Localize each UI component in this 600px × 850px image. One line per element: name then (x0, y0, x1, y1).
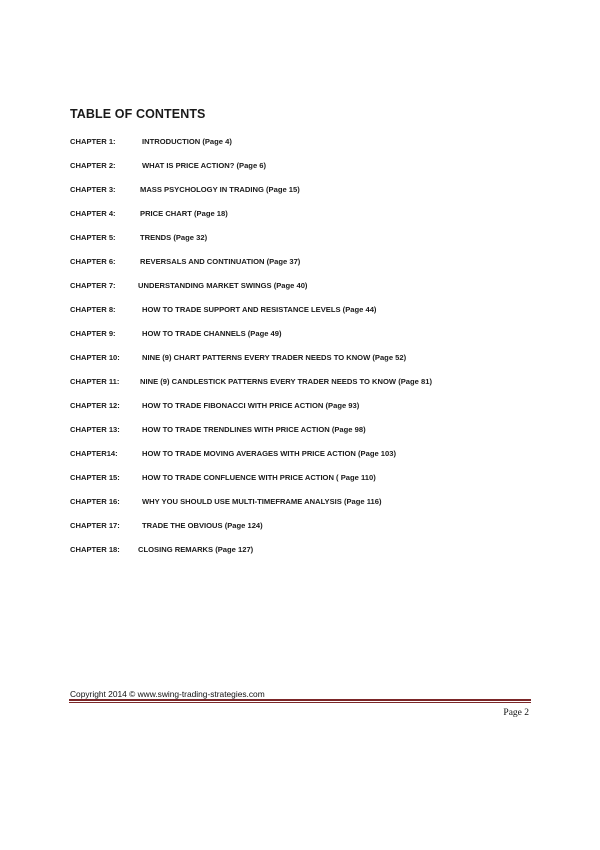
chapter-label: CHAPTER 2: (70, 161, 116, 170)
chapter-title: NINE (9) CHART PATTERNS EVERY TRADER NEEDS TO KNOW (Page 52) (142, 353, 407, 362)
toc-entry-15[interactable] (70, 473, 540, 497)
chapter-label: CHAPTER 10: (70, 353, 120, 362)
toc-entry-8[interactable] (70, 305, 540, 329)
chapter-title: PRICE CHART (Page 18) (140, 209, 228, 218)
toc-entry-12[interactable] (70, 401, 540, 425)
chapter-label: CHAPTER 3: (70, 185, 116, 194)
footer-divider (69, 699, 531, 701)
chapter-label: CHAPTER 13: (70, 425, 120, 434)
chapter-label: CHAPTER 8: (70, 305, 116, 314)
chapter-title: INTRODUCTION (Page 4) (142, 137, 232, 146)
chapter-label: CHAPTER 4: (70, 209, 116, 218)
toc-list (70, 137, 540, 569)
chapter-title: HOW TO TRADE TRENDLINES WITH PRICE ACTION (Page 98) (142, 425, 366, 434)
chapter-label: CHAPTER 17: (70, 521, 120, 530)
chapter-title: TRENDS (Page 32) (140, 233, 208, 242)
chapter-label: CHAPTER 9: (70, 329, 116, 338)
chapter-title: CLOSING REMARKS (Page 127) (138, 545, 254, 554)
chapter-label: CHAPTER 18: (70, 545, 120, 554)
chapter-title: TRADE THE OBVIOUS (Page 124) (142, 521, 263, 530)
chapter-label: CHAPTER 15: (70, 473, 120, 482)
chapter-title: MASS PSYCHOLOGY IN TRADING (Page 15) (140, 185, 300, 194)
chapter-title: WHY YOU SHOULD USE MULTI-TIMEFRAME ANALYSIS (Page 116) (142, 497, 382, 506)
chapter-label: CHAPTER 7: (70, 281, 116, 290)
toc-entry-3[interactable] (70, 185, 540, 209)
footer-copyright: Copyright 2014 © www.swing-trading-strategies.com (70, 689, 265, 699)
toc-entry-2[interactable] (70, 161, 540, 185)
chapter-title: NINE (9) CANDLESTICK PATTERNS EVERY TRADER NEEDS TO KNOW (Page 81) (140, 377, 432, 386)
chapter-label: CHAPTER 5: (70, 233, 116, 242)
toc-entry-16[interactable] (70, 497, 540, 521)
chapter-label: CHAPTER 11: (70, 377, 120, 386)
toc-heading: TABLE OF CONTENTS (70, 107, 206, 121)
page-number: Page 2 (503, 708, 529, 718)
chapter-title: HOW TO TRADE MOVING AVERAGES WITH PRICE ACTION (Page 103) (142, 449, 396, 458)
toc-entry-13[interactable] (70, 425, 540, 449)
chapter-title: HOW TO TRADE SUPPORT AND RESISTANCE LEVELS (Page 44) (142, 305, 377, 314)
chapter-title: REVERSALS AND CONTINUATION (Page 37) (140, 257, 301, 266)
toc-entry-4[interactable] (70, 209, 540, 233)
chapter-label: CHAPTER 12: (70, 401, 120, 410)
toc-entry-10[interactable] (70, 353, 540, 377)
chapter-label: CHAPTER 6: (70, 257, 116, 266)
chapter-label: CHAPTER14: (70, 449, 118, 458)
toc-entry-9[interactable] (70, 329, 540, 353)
toc-entry-1[interactable] (70, 137, 540, 161)
chapter-title: HOW TO TRADE CONFLUENCE WITH PRICE ACTION ( Page 110) (142, 473, 376, 482)
toc-entry-17[interactable] (70, 521, 540, 545)
toc-entry-14[interactable] (70, 449, 540, 473)
chapter-title: HOW TO TRADE FIBONACCI WITH PRICE ACTION (Page 93) (142, 401, 360, 410)
chapter-label: CHAPTER 1: (70, 137, 116, 146)
chapter-title: HOW TO TRADE CHANNELS (Page 49) (142, 329, 282, 338)
footer-divider-thin (69, 702, 531, 703)
toc-entry-6[interactable] (70, 257, 540, 281)
chapter-title: UNDERSTANDING MARKET SWINGS (Page 40) (138, 281, 308, 290)
toc-entry-11[interactable] (70, 377, 540, 401)
chapter-label: CHAPTER 16: (70, 497, 120, 506)
chapter-title: WHAT IS PRICE ACTION? (Page 6) (142, 161, 267, 170)
toc-entry-18[interactable] (70, 545, 540, 569)
toc-entry-5[interactable] (70, 233, 540, 257)
toc-entry-7[interactable] (70, 281, 540, 305)
